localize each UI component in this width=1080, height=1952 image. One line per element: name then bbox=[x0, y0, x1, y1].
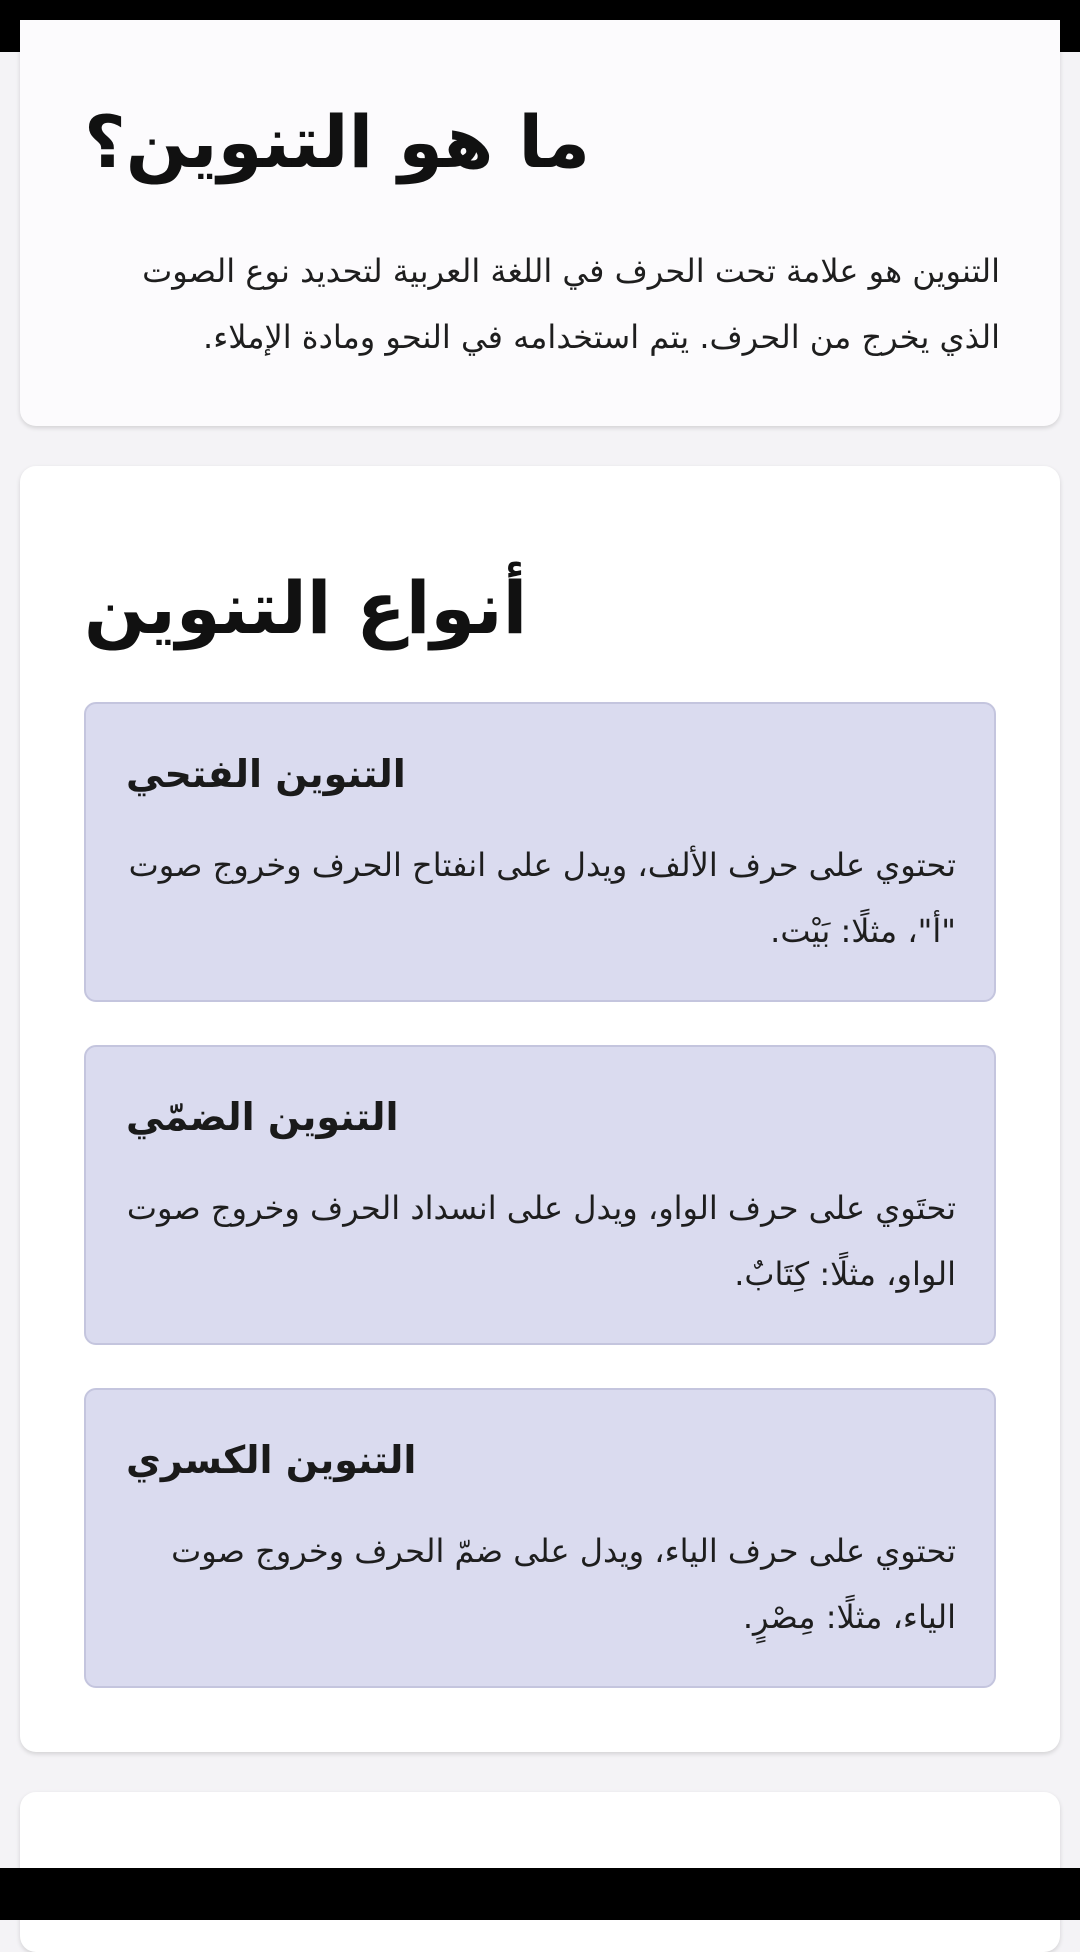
intro-title: ما هو التنوين؟ bbox=[84, 100, 591, 184]
type-card-fathi bbox=[84, 702, 996, 1002]
type-card-dammi bbox=[84, 1045, 996, 1345]
type-title: التنوين الضمّي bbox=[126, 1095, 399, 1139]
navigation-bar bbox=[0, 1868, 1080, 1920]
type-title: التنوين الكسري bbox=[126, 1438, 417, 1482]
type-title: التنوين الفتحي bbox=[126, 752, 406, 796]
intro-text: التنوين هو علامة تحت الحرف في اللغة العربية لتحديد نوع الصوت الذي يخرج من الحرف. يتم استخدامه في النحو ومادة الإملاء. bbox=[142, 252, 1000, 356]
type-description: تحتَوي على حرف الواو، ويدل على انسداد الحرف وخروج صوت الواو، مثلًا: كِتَابٌ. bbox=[126, 1189, 956, 1293]
types-card bbox=[20, 466, 1060, 1752]
types-title: أنواع التنوين bbox=[84, 566, 528, 650]
type-card-kasri bbox=[84, 1388, 996, 1688]
type-description: تحتوي على حرف الألف، ويدل على انفتاح الحرف وخروج صوت "أ"، مثلًا: بَيْت. bbox=[128, 846, 956, 950]
type-description: تحتوي على حرف الياء، ويدل على ضمّ الحرف وخروج صوت الياء، مثلًا: مِصْرٍ. bbox=[171, 1532, 956, 1636]
intro-card bbox=[20, 20, 1060, 426]
